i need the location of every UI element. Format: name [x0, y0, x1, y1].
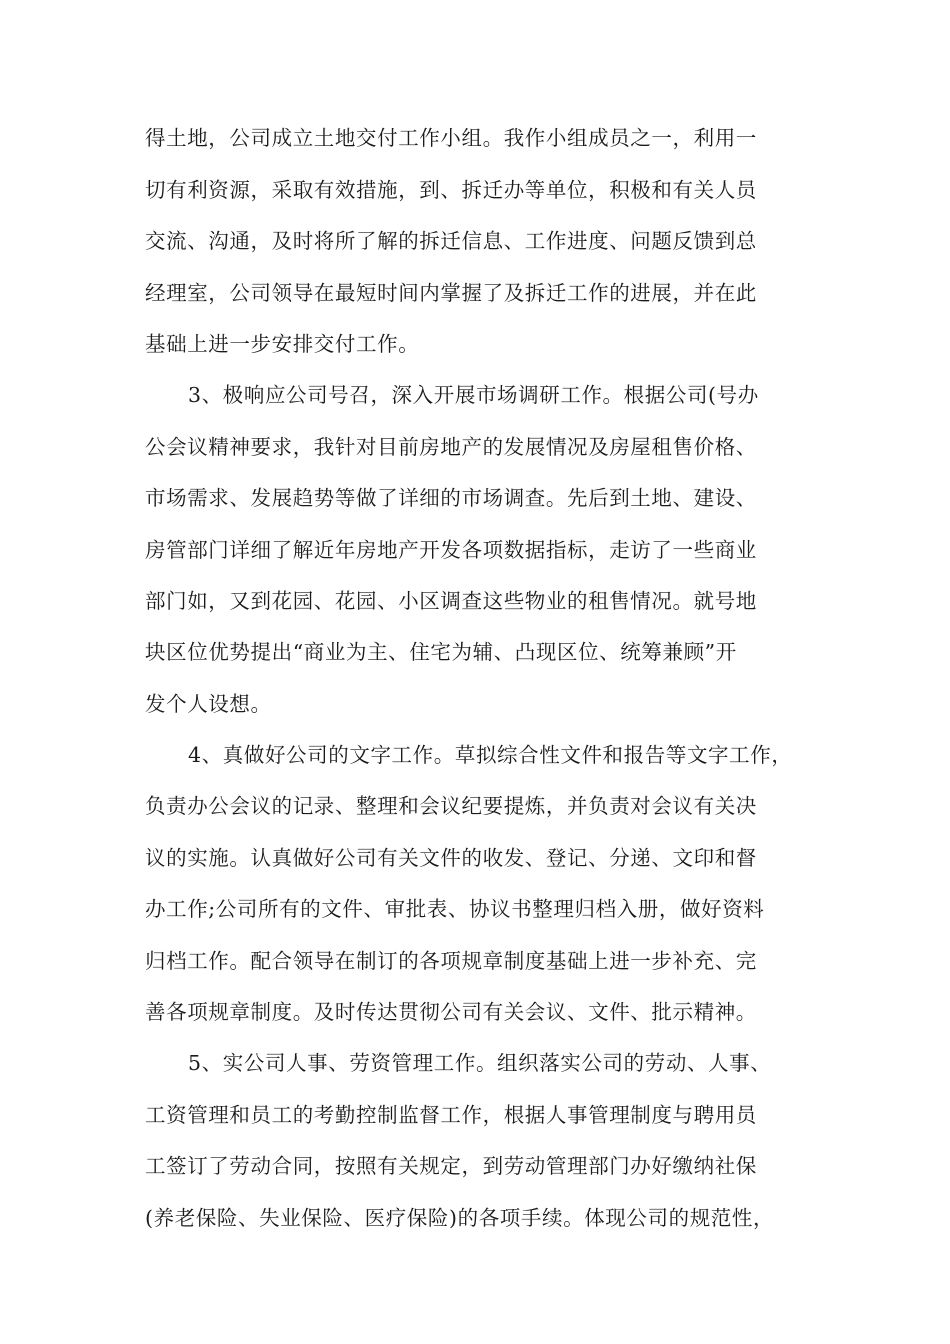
paragraph-5-first-line: 5、实公司人事、劳资管理工作。组织落实公司的劳动、人事、 [188, 1051, 772, 1075]
text-line: 得土地，公司成立土地交付工作小组。我作小组成员之一，利用一 [145, 126, 757, 150]
text-line: 负责办公会议的记录、整理和会议纪要提炼，并负责对会议有关决 [145, 794, 757, 818]
text-line: 基础上进一步安排交付工作。 [145, 332, 420, 356]
text-line: 公会议精神要求，我针对目前房地产的发展情况及房屋租售价格、 [145, 435, 757, 459]
text-line: 市场需求、发展趋势等做了详细的市场调查。先后到土地、建设、 [145, 486, 757, 510]
text-line: 房管部门详细了解近年房地产开发各项数据指标，走访了一些商业 [145, 538, 757, 562]
text-line: 块区位优势提出“商业为主、住宅为辅、凸现区位、统筹兼顾”开 [145, 640, 737, 664]
text-line: 切有利资源，采取有效措施，到、拆迁办等单位，积极和有关人员 [145, 178, 757, 202]
text-line: 议的实施。认真做好公司有关文件的收发、登记、分递、文印和督 [145, 846, 757, 870]
text-line: 发个人设想。 [145, 692, 272, 716]
text-line: 归档工作。配合领导在制订的各项规章制度基础上进一步补充、完 [145, 949, 757, 973]
paragraph-4-first-line: 4、真做好公司的文字工作。草拟综合性文件和报告等文字工作， [188, 743, 793, 767]
text-line: 交流、沟通，及时将所了解的拆迁信息、工作进度、问题反馈到总 [145, 229, 757, 253]
paragraph-3-first-line: 3、极响应公司号召，深入开展市场调研工作。根据公司(号办 [188, 383, 759, 407]
text-line: 部门如，又到花园、花园、小区调查这些物业的租售情况。就号地 [145, 589, 757, 613]
text-line: 办工作;公司所有的文件、审批表、协议书整理归档入册，做好资料 [145, 897, 765, 921]
text-line: 工签订了劳动合同，按照有关规定，到劳动管理部门办好缴纳社保 [145, 1154, 757, 1178]
text-line: 善各项规章制度。及时传达贯彻公司有关会议、文件、批示精神。 [145, 1000, 757, 1024]
text-line: 工资管理和员工的考勤控制监督工作，根据人事管理制度与聘用员 [145, 1103, 757, 1127]
text-line: 经理室，公司领导在最短时间内掌握了及拆迁工作的进展，并在此 [145, 281, 757, 305]
text-line: (养老保险、失业保险、医疗保险)的各项手续。体现公司的规范性， [145, 1206, 775, 1230]
